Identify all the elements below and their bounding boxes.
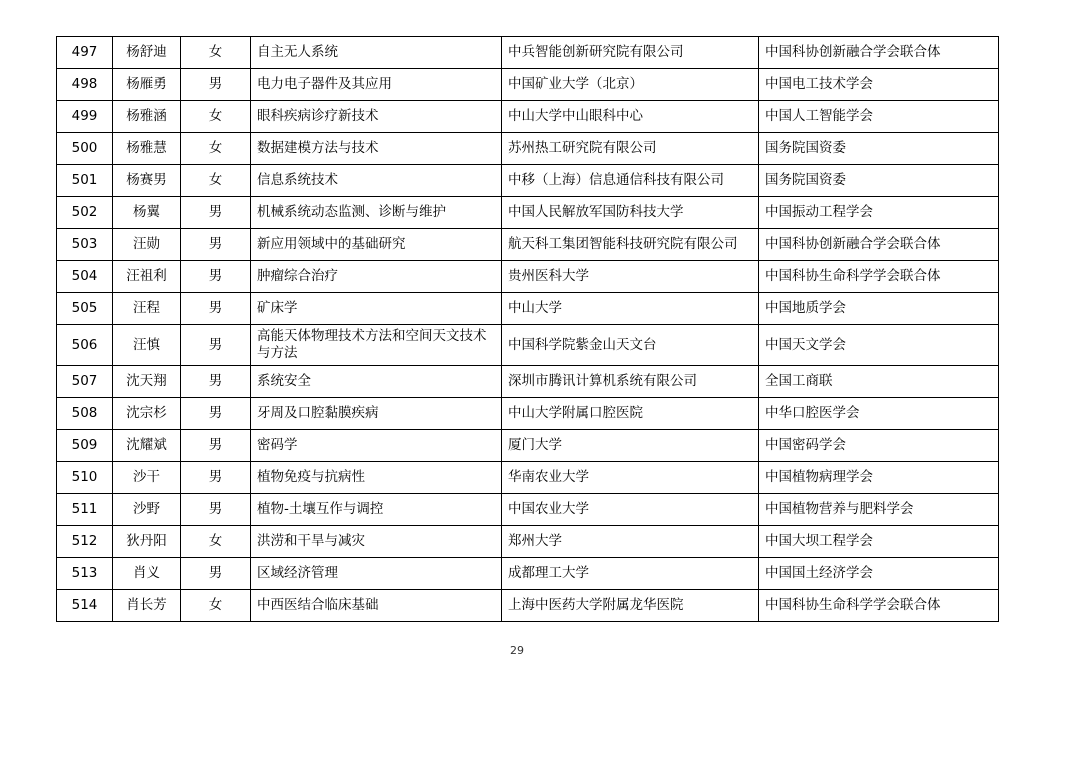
cell-research-field: 新应用领域中的基础研究 (251, 229, 502, 261)
cell-gender: 男 (181, 69, 251, 101)
table-row (57, 430, 999, 462)
roster-table (56, 36, 999, 622)
roster-table-body (57, 37, 999, 622)
cell-research-field: 牙周及口腔黏膜疾病 (251, 398, 502, 430)
page-number: 29 (510, 644, 524, 657)
table-row (57, 197, 999, 229)
cell-row-number: 508 (57, 398, 113, 430)
cell-row-number: 509 (57, 430, 113, 462)
cell-work-unit: 苏州热工研究院有限公司 (502, 133, 759, 165)
cell-research-field: 系统安全 (251, 366, 502, 398)
cell-person-name: 杨雅涵 (113, 101, 181, 133)
cell-recommending-body: 中国密码学会 (759, 430, 999, 462)
cell-research-field: 自主无人系统 (251, 37, 502, 69)
cell-work-unit: 上海中医药大学附属龙华医院 (502, 590, 759, 622)
cell-work-unit: 中山大学附属口腔医院 (502, 398, 759, 430)
cell-work-unit: 华南农业大学 (502, 462, 759, 494)
cell-research-field: 区域经济管理 (251, 558, 502, 590)
cell-row-number: 507 (57, 366, 113, 398)
cell-row-number: 499 (57, 101, 113, 133)
cell-recommending-body: 中国科协创新融合学会联合体 (759, 37, 999, 69)
cell-research-field: 眼科疾病诊疗新技术 (251, 101, 502, 133)
cell-recommending-body: 中国电工技术学会 (759, 69, 999, 101)
cell-gender: 女 (181, 37, 251, 69)
cell-recommending-body: 中国科协创新融合学会联合体 (759, 229, 999, 261)
cell-person-name: 沈天翔 (113, 366, 181, 398)
cell-gender: 男 (181, 398, 251, 430)
table-row (57, 229, 999, 261)
cell-row-number: 498 (57, 69, 113, 101)
cell-person-name: 肖长芳 (113, 590, 181, 622)
cell-recommending-body: 中国大坝工程学会 (759, 526, 999, 558)
cell-person-name: 杨雁勇 (113, 69, 181, 101)
cell-research-field: 机械系统动态监测、诊断与维护 (251, 197, 502, 229)
cell-row-number: 502 (57, 197, 113, 229)
table-row (57, 69, 999, 101)
cell-research-field: 植物-土壤互作与调控 (251, 494, 502, 526)
cell-recommending-body: 中国植物营养与肥料学会 (759, 494, 999, 526)
cell-work-unit: 航天科工集团智能科技研究院有限公司 (502, 229, 759, 261)
cell-gender: 男 (181, 366, 251, 398)
table-row (57, 398, 999, 430)
table-row (57, 526, 999, 558)
cell-work-unit: 中国矿业大学（北京） (502, 69, 759, 101)
cell-research-field: 密码学 (251, 430, 502, 462)
cell-person-name: 沈耀斌 (113, 430, 181, 462)
cell-recommending-body: 中国天文学会 (759, 325, 999, 366)
cell-row-number: 505 (57, 293, 113, 325)
cell-gender: 男 (181, 558, 251, 590)
cell-research-field: 中西医结合临床基础 (251, 590, 502, 622)
cell-work-unit: 厦门大学 (502, 430, 759, 462)
cell-recommending-body: 中国植物病理学会 (759, 462, 999, 494)
table-row (57, 293, 999, 325)
cell-recommending-body: 中国科协生命科学学会联合体 (759, 261, 999, 293)
cell-person-name: 汪勋 (113, 229, 181, 261)
cell-row-number: 512 (57, 526, 113, 558)
cell-research-field: 数据建模方法与技术 (251, 133, 502, 165)
table-row (57, 325, 999, 366)
cell-row-number: 510 (57, 462, 113, 494)
cell-person-name: 沙野 (113, 494, 181, 526)
cell-row-number: 500 (57, 133, 113, 165)
cell-gender: 男 (181, 197, 251, 229)
cell-row-number: 511 (57, 494, 113, 526)
cell-row-number: 506 (57, 325, 113, 366)
cell-person-name: 沈宗杉 (113, 398, 181, 430)
table-row (57, 133, 999, 165)
cell-work-unit: 成都理工大学 (502, 558, 759, 590)
cell-work-unit: 中兵智能创新研究院有限公司 (502, 37, 759, 69)
cell-row-number: 501 (57, 165, 113, 197)
cell-work-unit: 中移（上海）信息通信科技有限公司 (502, 165, 759, 197)
cell-gender: 男 (181, 325, 251, 366)
cell-work-unit: 郑州大学 (502, 526, 759, 558)
cell-row-number: 514 (57, 590, 113, 622)
cell-person-name: 汪程 (113, 293, 181, 325)
cell-recommending-body: 中华口腔医学会 (759, 398, 999, 430)
cell-person-name: 杨赛男 (113, 165, 181, 197)
cell-person-name: 杨舒迪 (113, 37, 181, 69)
cell-recommending-body: 中国国土经济学会 (759, 558, 999, 590)
cell-gender: 女 (181, 101, 251, 133)
cell-work-unit: 中国科学院紫金山天文台 (502, 325, 759, 366)
cell-row-number: 504 (57, 261, 113, 293)
cell-recommending-body: 中国人工智能学会 (759, 101, 999, 133)
cell-gender: 男 (181, 430, 251, 462)
cell-work-unit: 贵州医科大学 (502, 261, 759, 293)
cell-work-unit: 中国农业大学 (502, 494, 759, 526)
cell-research-field: 矿床学 (251, 293, 502, 325)
cell-gender: 女 (181, 590, 251, 622)
cell-gender: 男 (181, 261, 251, 293)
cell-recommending-body: 中国科协生命科学学会联合体 (759, 590, 999, 622)
table-row (57, 462, 999, 494)
table-row (57, 261, 999, 293)
table-row (57, 494, 999, 526)
cell-research-field: 洪涝和干旱与减灾 (251, 526, 502, 558)
cell-work-unit: 中山大学 (502, 293, 759, 325)
table-row (57, 558, 999, 590)
cell-gender: 男 (181, 462, 251, 494)
cell-research-field: 肿瘤综合治疗 (251, 261, 502, 293)
roster-sheet (56, 36, 998, 622)
table-row (57, 37, 999, 69)
cell-research-field: 植物免疫与抗病性 (251, 462, 502, 494)
cell-gender: 男 (181, 494, 251, 526)
cell-recommending-body: 中国振动工程学会 (759, 197, 999, 229)
cell-work-unit: 中国人民解放军国防科技大学 (502, 197, 759, 229)
table-row (57, 165, 999, 197)
cell-person-name: 汪祖利 (113, 261, 181, 293)
cell-person-name: 杨翼 (113, 197, 181, 229)
cell-research-field: 电力电子器件及其应用 (251, 69, 502, 101)
cell-gender: 女 (181, 165, 251, 197)
cell-row-number: 513 (57, 558, 113, 590)
cell-recommending-body: 国务院国资委 (759, 133, 999, 165)
cell-row-number: 497 (57, 37, 113, 69)
cell-research-field: 高能天体物理技术方法和空间天文技术与方法 (251, 325, 502, 366)
cell-gender: 男 (181, 293, 251, 325)
cell-recommending-body: 中国地质学会 (759, 293, 999, 325)
cell-gender: 女 (181, 133, 251, 165)
cell-recommending-body: 全国工商联 (759, 366, 999, 398)
cell-person-name: 肖义 (113, 558, 181, 590)
cell-work-unit: 深圳市腾讯计算机系统有限公司 (502, 366, 759, 398)
cell-person-name: 杨雅慧 (113, 133, 181, 165)
cell-work-unit: 中山大学中山眼科中心 (502, 101, 759, 133)
table-row (57, 366, 999, 398)
cell-person-name: 汪慎 (113, 325, 181, 366)
cell-person-name: 狄丹阳 (113, 526, 181, 558)
cell-gender: 男 (181, 229, 251, 261)
cell-row-number: 503 (57, 229, 113, 261)
cell-research-field: 信息系统技术 (251, 165, 502, 197)
cell-person-name: 沙干 (113, 462, 181, 494)
cell-gender: 女 (181, 526, 251, 558)
cell-recommending-body: 国务院国资委 (759, 165, 999, 197)
table-row (57, 101, 999, 133)
table-row (57, 590, 999, 622)
